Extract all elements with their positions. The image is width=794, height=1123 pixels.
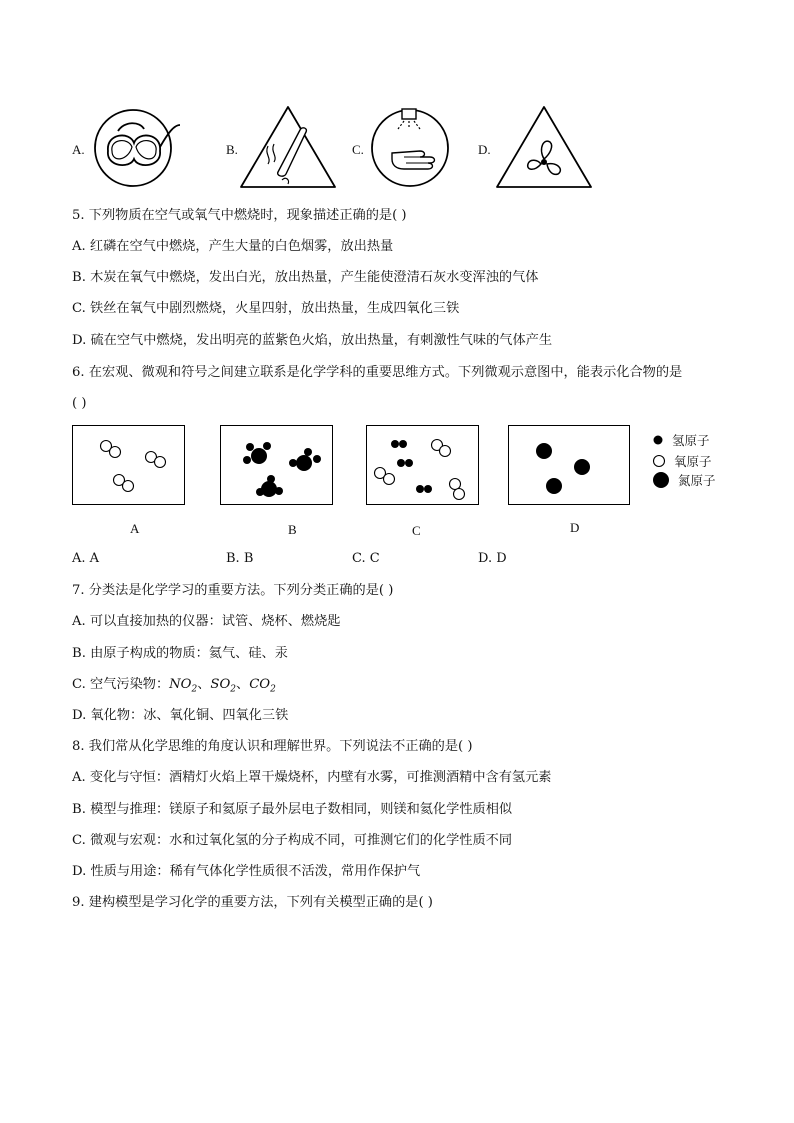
caption-b: B bbox=[288, 522, 297, 537]
q5-option-b: B. 木炭在氧气中燃烧，发出白光，放出热量，产生能使澄清石灰水变浑浊的气体 bbox=[72, 270, 539, 285]
q6-stem-cont: ( ) bbox=[72, 396, 87, 411]
q6-option-a: A. A bbox=[72, 551, 100, 566]
caption-c: C bbox=[412, 523, 421, 538]
hydrogen-atom-icon bbox=[652, 434, 664, 446]
option-d-label: D. bbox=[478, 142, 491, 157]
diagram-b-particles bbox=[220, 425, 333, 505]
q6-option-b: B. B bbox=[226, 551, 254, 566]
q7-option-a: A. 可以直接加热的仪器：试管、烧杯、燃烧匙 bbox=[72, 614, 341, 629]
q8-option-b: B. 模型与推理：镁原子和氦原子最外层电子数相同，则镁和氦化学性质相似 bbox=[72, 802, 513, 817]
q8-option-c: C. 微观与宏观：水和过氧化氢的分子构成不同，可推测它们的化学性质不同 bbox=[72, 833, 513, 848]
diagram-d-particles bbox=[508, 425, 630, 505]
option-b-label: B. bbox=[226, 142, 238, 157]
option-a-label: A. bbox=[72, 142, 85, 157]
formula-so2: $SO_2$ bbox=[210, 677, 237, 695]
q6-stem: 6. 在宏观、微观和符号之间建立联系是化学学科的重要思维方式。下列微观示意图中，能表示化合物的是 bbox=[72, 365, 683, 380]
legend-hydrogen bbox=[652, 431, 710, 449]
legend-nitrogen bbox=[652, 471, 716, 489]
q7-option-c-text: C. 空气污染物： bbox=[72, 677, 170, 692]
heat-warning-icon bbox=[238, 104, 338, 190]
separator: 、 bbox=[236, 677, 250, 692]
q8-option-d: D. 性质与用途：稀有气体化学性质很不活泼，常用作保护气 bbox=[72, 864, 421, 879]
q5-stem: 5. 下列物质在空气或氧气中燃烧时，现象描述正确的是( ) bbox=[72, 208, 407, 223]
caption-d: D bbox=[570, 520, 580, 535]
legend-oxygen-label: 氧原子 bbox=[674, 454, 712, 469]
separator: 、 bbox=[197, 677, 211, 692]
q5-option-d: D. 硫在空气中燃烧，发出明亮的蓝紫色火焰，放出热量，有刺激性气味的气体产生 bbox=[72, 333, 553, 348]
q7-stem: 7. 分类法是化学学习的重要方法。下列分类正确的是( ) bbox=[72, 583, 394, 598]
q9-stem: 9. 建构模型是学习化学的重要方法，下列有关模型正确的是( ) bbox=[72, 895, 433, 910]
diagram-c-particles bbox=[366, 425, 479, 505]
q7-option-b: B. 由原子构成的物质：氦气、硅、汞 bbox=[72, 646, 288, 661]
formula-co2: $CO_2$ bbox=[249, 677, 276, 695]
q7-option-d: D. 氧化物：冰、氧化铜、四氧化三铁 bbox=[72, 708, 289, 723]
nitrogen-atom-icon bbox=[652, 471, 670, 489]
option-c-label: C. bbox=[352, 142, 364, 157]
hand-wash-icon bbox=[368, 107, 452, 189]
q5-option-a: A. 红磷在空气中燃烧，产生大量的白色烟雾，放出热量 bbox=[72, 239, 394, 254]
oxygen-atom-icon bbox=[652, 454, 666, 468]
caption-a: A bbox=[130, 521, 140, 536]
q5-option-c: C. 铁丝在氧气中剧烈燃烧，火星四射，放出热量，生成四氧化三铁 bbox=[72, 301, 460, 316]
diagram-a-particles bbox=[72, 425, 185, 505]
formula-no2: $NO_2$ bbox=[169, 677, 198, 695]
q7-option-c bbox=[72, 675, 276, 700]
legend-oxygen bbox=[652, 452, 712, 470]
q8-stem: 8. 我们常从化学思维的角度认识和理解世界。下列说法不正确的是( ) bbox=[72, 739, 473, 754]
q8-option-a: A. 变化与守恒：酒精灯火焰上罩干燥烧杯，内壁有水雾，可推测酒精中含有氢元素 bbox=[72, 770, 552, 785]
ventilation-fan-icon bbox=[494, 104, 594, 190]
legend-hydrogen-label: 氢原子 bbox=[672, 433, 710, 448]
q6-option-c: C. C bbox=[352, 551, 380, 566]
q6-option-d: D. D bbox=[478, 551, 507, 566]
legend-nitrogen-label: 氮原子 bbox=[678, 473, 716, 488]
goggles-icon bbox=[88, 107, 182, 189]
